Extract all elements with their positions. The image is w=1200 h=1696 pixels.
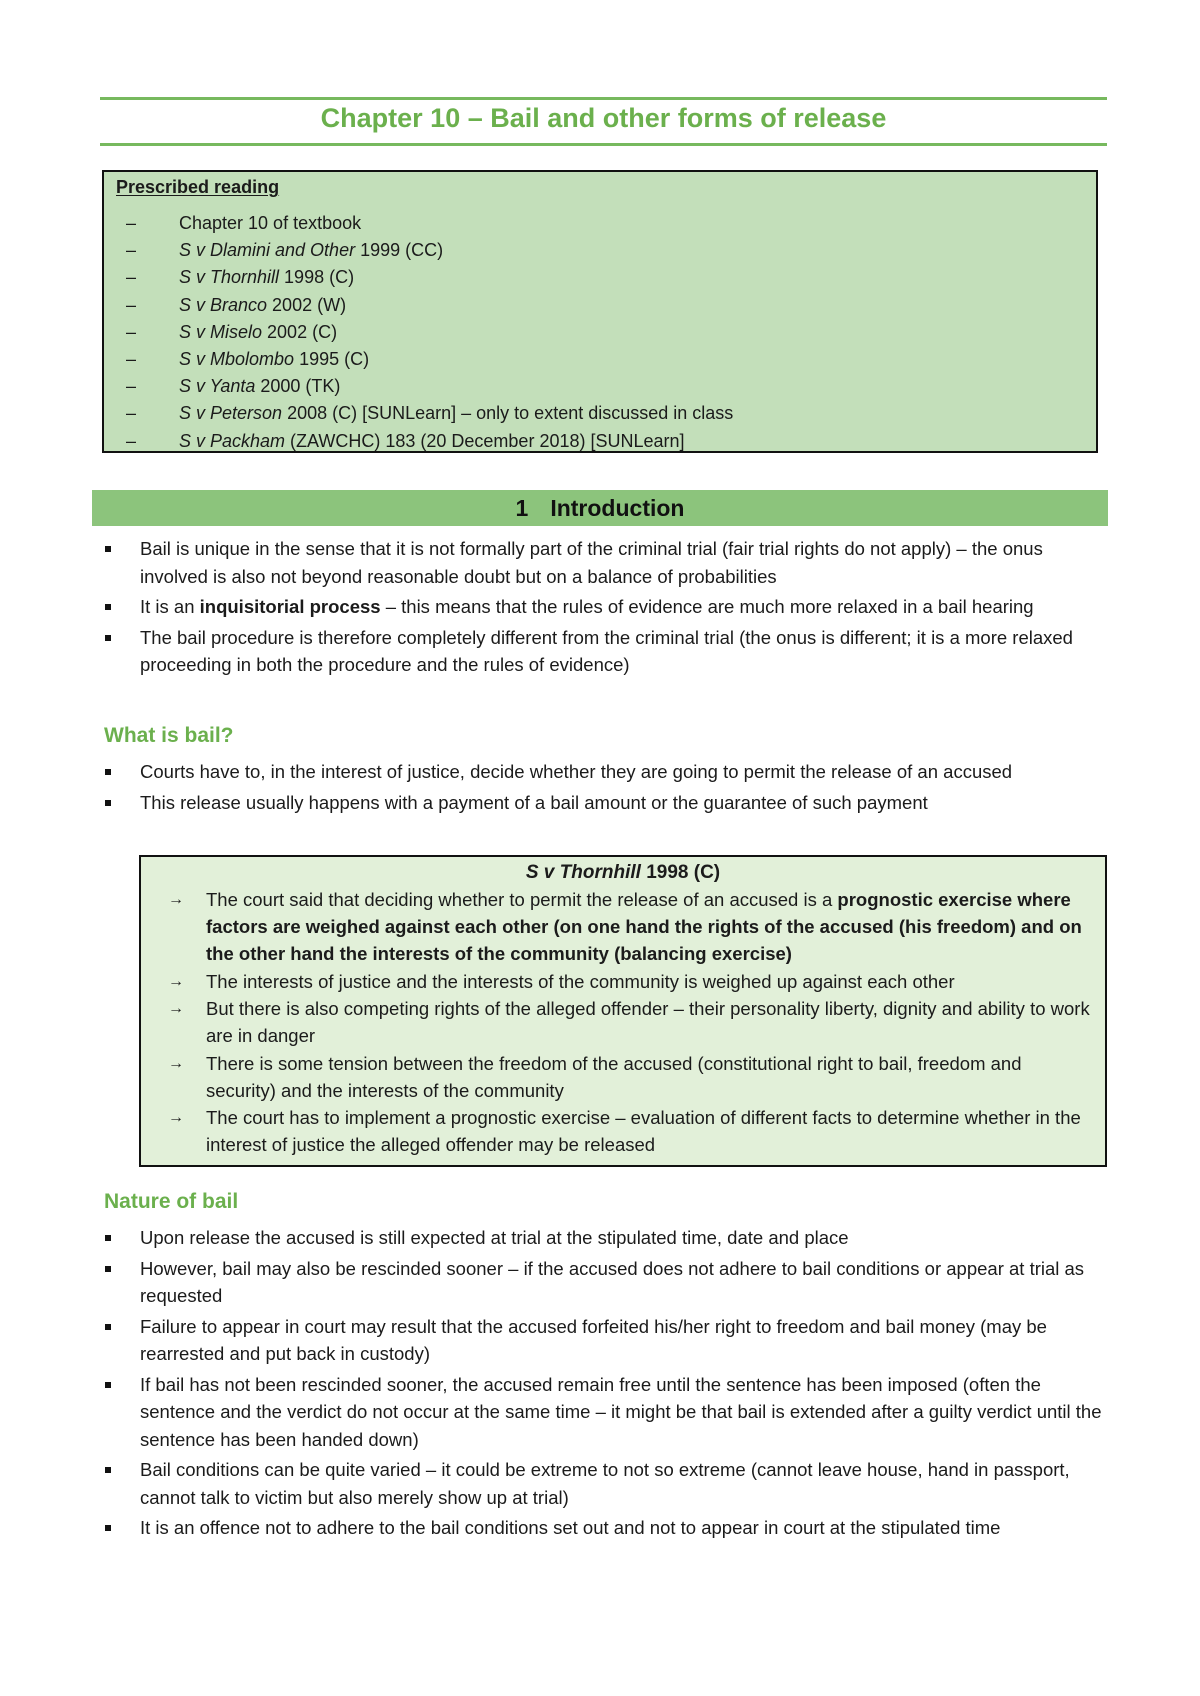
- text-run: Bail is unique in the sense that it is not formally part of the criminal trial (fair trial rights do not apply) – the onus involved is also not beyond reasonable doubt but on a balance of probabilities: [140, 538, 1043, 587]
- chapter-title: Chapter 10 – Bail and other forms of release: [320, 103, 887, 133]
- reading-item: [126, 346, 733, 373]
- text-run: Courts have to, in the interest of justice, decide whether they are going to permit the release of an accused: [140, 761, 1013, 782]
- square-bullet-icon: [105, 635, 111, 641]
- arrow-right-icon: →: [168, 1109, 184, 1126]
- section-number: 1: [515, 495, 529, 521]
- square-bullet-icon: [105, 604, 111, 610]
- dash-bullet: –: [126, 321, 137, 342]
- arrow-right-icon: →: [168, 972, 184, 990]
- dash-bullet: –: [126, 294, 137, 315]
- reading-case-name: S v Peterson: [179, 403, 283, 424]
- arrow-right-icon: →: [168, 891, 184, 908]
- list-item: [104, 1224, 1114, 1252]
- text-run: However, bail may also be rescinded sooner – if the accused does not adhere to bail conditions or appear at trial as requested: [140, 1257, 1085, 1306]
- text-run: There is some tension between the freedom of the accused (constitutional right to bail, freedom and security) and the interests of the community: [206, 1052, 1022, 1101]
- text-run: But there is also competing rights of the alleged offender – their personality liberty, dignity and ability to work are in danger: [206, 998, 1090, 1046]
- square-bullet-icon: [105, 1324, 111, 1330]
- list-item: [104, 1255, 1114, 1310]
- list-item: [104, 1371, 1114, 1454]
- reading-citation: Chapter 10 of textbook: [179, 213, 362, 233]
- text-run: The court has to implement a prognostic exercise – evaluation of different facts to determine whether in the interest of justice the alleged offender may be released: [206, 1107, 1081, 1155]
- reading-citation: 1999 (CC): [355, 240, 444, 261]
- text-run: Bail conditions can be quite varied – it could be extreme to not so extreme (cannot leave house, hand in passport, cannot talk to victim but also merely show up at trial): [140, 1459, 1070, 1508]
- text-run: The interests of justice and the interests of the community is weighed up against each other: [206, 970, 955, 992]
- square-bullet-icon: [105, 546, 111, 552]
- reading-case-name: S v Packham: [179, 430, 286, 451]
- square-bullet-icon: [105, 1266, 111, 1272]
- list-item: [104, 789, 1114, 817]
- dash-bullet: –: [126, 267, 137, 288]
- reading-case-name: S v Miselo: [179, 321, 263, 342]
- list-item: [104, 535, 1114, 590]
- introduction-bullets: [104, 535, 1114, 682]
- bold-run: inquisitorial process: [199, 596, 381, 617]
- prescribed-reading-list: [126, 210, 733, 455]
- square-bullet-icon: [105, 1525, 111, 1531]
- list-item: [104, 1313, 1114, 1368]
- reading-item: [126, 210, 733, 237]
- square-bullet-icon: [105, 1382, 111, 1388]
- list-item: [104, 1456, 1114, 1511]
- title-bottom-rule: [100, 143, 1107, 146]
- arrow-right-icon: →: [168, 1054, 184, 1072]
- text-run: If bail has not been rescinded sooner, the accused remain free until the sentence has been imposed (often the sentence and the verdict do not occur at the same time – it might be that bail is extended after a guilty verdict until the sentence has been handed down): [140, 1373, 1102, 1450]
- list-item: [104, 593, 1114, 621]
- reading-case-name: S v Dlamini and Other: [179, 240, 356, 261]
- dash-bullet: –: [126, 403, 137, 424]
- bold-run: prognostic exercise where factors are weighed against each other (on one hand the rights of the accused (his freedom) and on the other hand the interests of the community (balancing exercise): [206, 889, 1082, 964]
- reading-citation: 1995 (C): [294, 348, 370, 369]
- case-name: S v Thornhill: [525, 862, 641, 883]
- text-run: This release usually happens with a payment of a bail amount or the guarantee of such payment: [140, 791, 928, 813]
- section-heading-introduction: [92, 490, 1108, 526]
- case-points: [141, 886, 1105, 1158]
- subheading-nature-of-bail: Nature of bail: [104, 1190, 239, 1213]
- reading-citation: 2002 (W): [267, 294, 347, 315]
- reading-case-name: S v Branco: [179, 294, 268, 315]
- square-bullet-icon: [105, 769, 111, 775]
- reading-item: [126, 264, 733, 291]
- dash-bullet: –: [126, 240, 137, 261]
- list-item: [104, 624, 1114, 679]
- dash-bullet: –: [126, 213, 137, 233]
- case-citation: 1998 (C): [640, 862, 721, 883]
- section-title: Introduction: [550, 495, 685, 521]
- case-point: [168, 1104, 1091, 1158]
- what-is-bail-bullets: [104, 758, 1114, 819]
- square-bullet-icon: [105, 800, 111, 806]
- nature-of-bail-bullets: [104, 1224, 1114, 1545]
- reading-citation: 2000 (TK): [255, 376, 341, 397]
- text-run: The bail procedure is therefore completely different from the criminal trial (the onus is different; it is a more relaxed proceeding in both the procedure and the rules of evidence): [140, 626, 1073, 675]
- title-top-rule: [100, 97, 1107, 100]
- dash-bullet: –: [126, 376, 137, 397]
- text-run: It is an offence not to adhere to the bail conditions set out and not to appear in court at the stipulated time: [140, 1517, 1001, 1538]
- reading-item: [126, 237, 733, 264]
- list-item: [104, 1514, 1114, 1542]
- reading-item: [126, 319, 733, 346]
- text-run: Upon release the accused is still expected at trial at the stipulated time, date and place: [140, 1227, 849, 1248]
- reading-item: [126, 428, 733, 455]
- case-point: [168, 886, 1091, 967]
- text-run: The court said that deciding whether to permit the release of an accused is a: [206, 889, 838, 910]
- reading-citation: (ZAWCHC) 183 (20 December 2018) [SUNLearn]: [285, 430, 685, 451]
- reading-case-name: S v Thornhill: [179, 267, 280, 288]
- square-bullet-icon: [105, 1467, 111, 1473]
- reading-item: [126, 292, 733, 319]
- reading-citation: 1998 (C): [279, 267, 355, 288]
- reading-case-name: S v Mbolombo: [179, 348, 295, 369]
- case-point: [168, 1050, 1091, 1104]
- prescribed-reading-heading: Prescribed reading: [116, 177, 280, 197]
- case-summary-box: [139, 855, 1107, 1167]
- subheading-what-is-bail: What is bail?: [104, 724, 234, 747]
- reading-citation: 2002 (C): [262, 321, 338, 342]
- arrow-right-icon: →: [168, 1000, 184, 1017]
- reading-item: [126, 373, 733, 400]
- dash-bullet: –: [126, 348, 137, 369]
- list-item: [104, 758, 1114, 786]
- case-point: [168, 968, 1091, 995]
- reading-citation: 2008 (C) [SUNLearn] – only to extent discussed in class: [282, 403, 734, 424]
- case-title: [141, 862, 1105, 884]
- text-run: Failure to appear in court may result that the accused forfeited his/her right to freedom and bail money (may be rearrested and put back in custody): [140, 1315, 1047, 1364]
- text-run: – this means that the rules of evidence are much more relaxed in a bail hearing: [380, 596, 1034, 617]
- prescribed-reading-box: [102, 170, 1098, 453]
- reading-item: [126, 400, 733, 427]
- square-bullet-icon: [105, 1235, 111, 1241]
- dash-bullet: –: [126, 430, 137, 451]
- case-point: [168, 995, 1091, 1049]
- reading-case-name: S v Yanta: [179, 376, 256, 397]
- text-run: It is an: [140, 596, 200, 617]
